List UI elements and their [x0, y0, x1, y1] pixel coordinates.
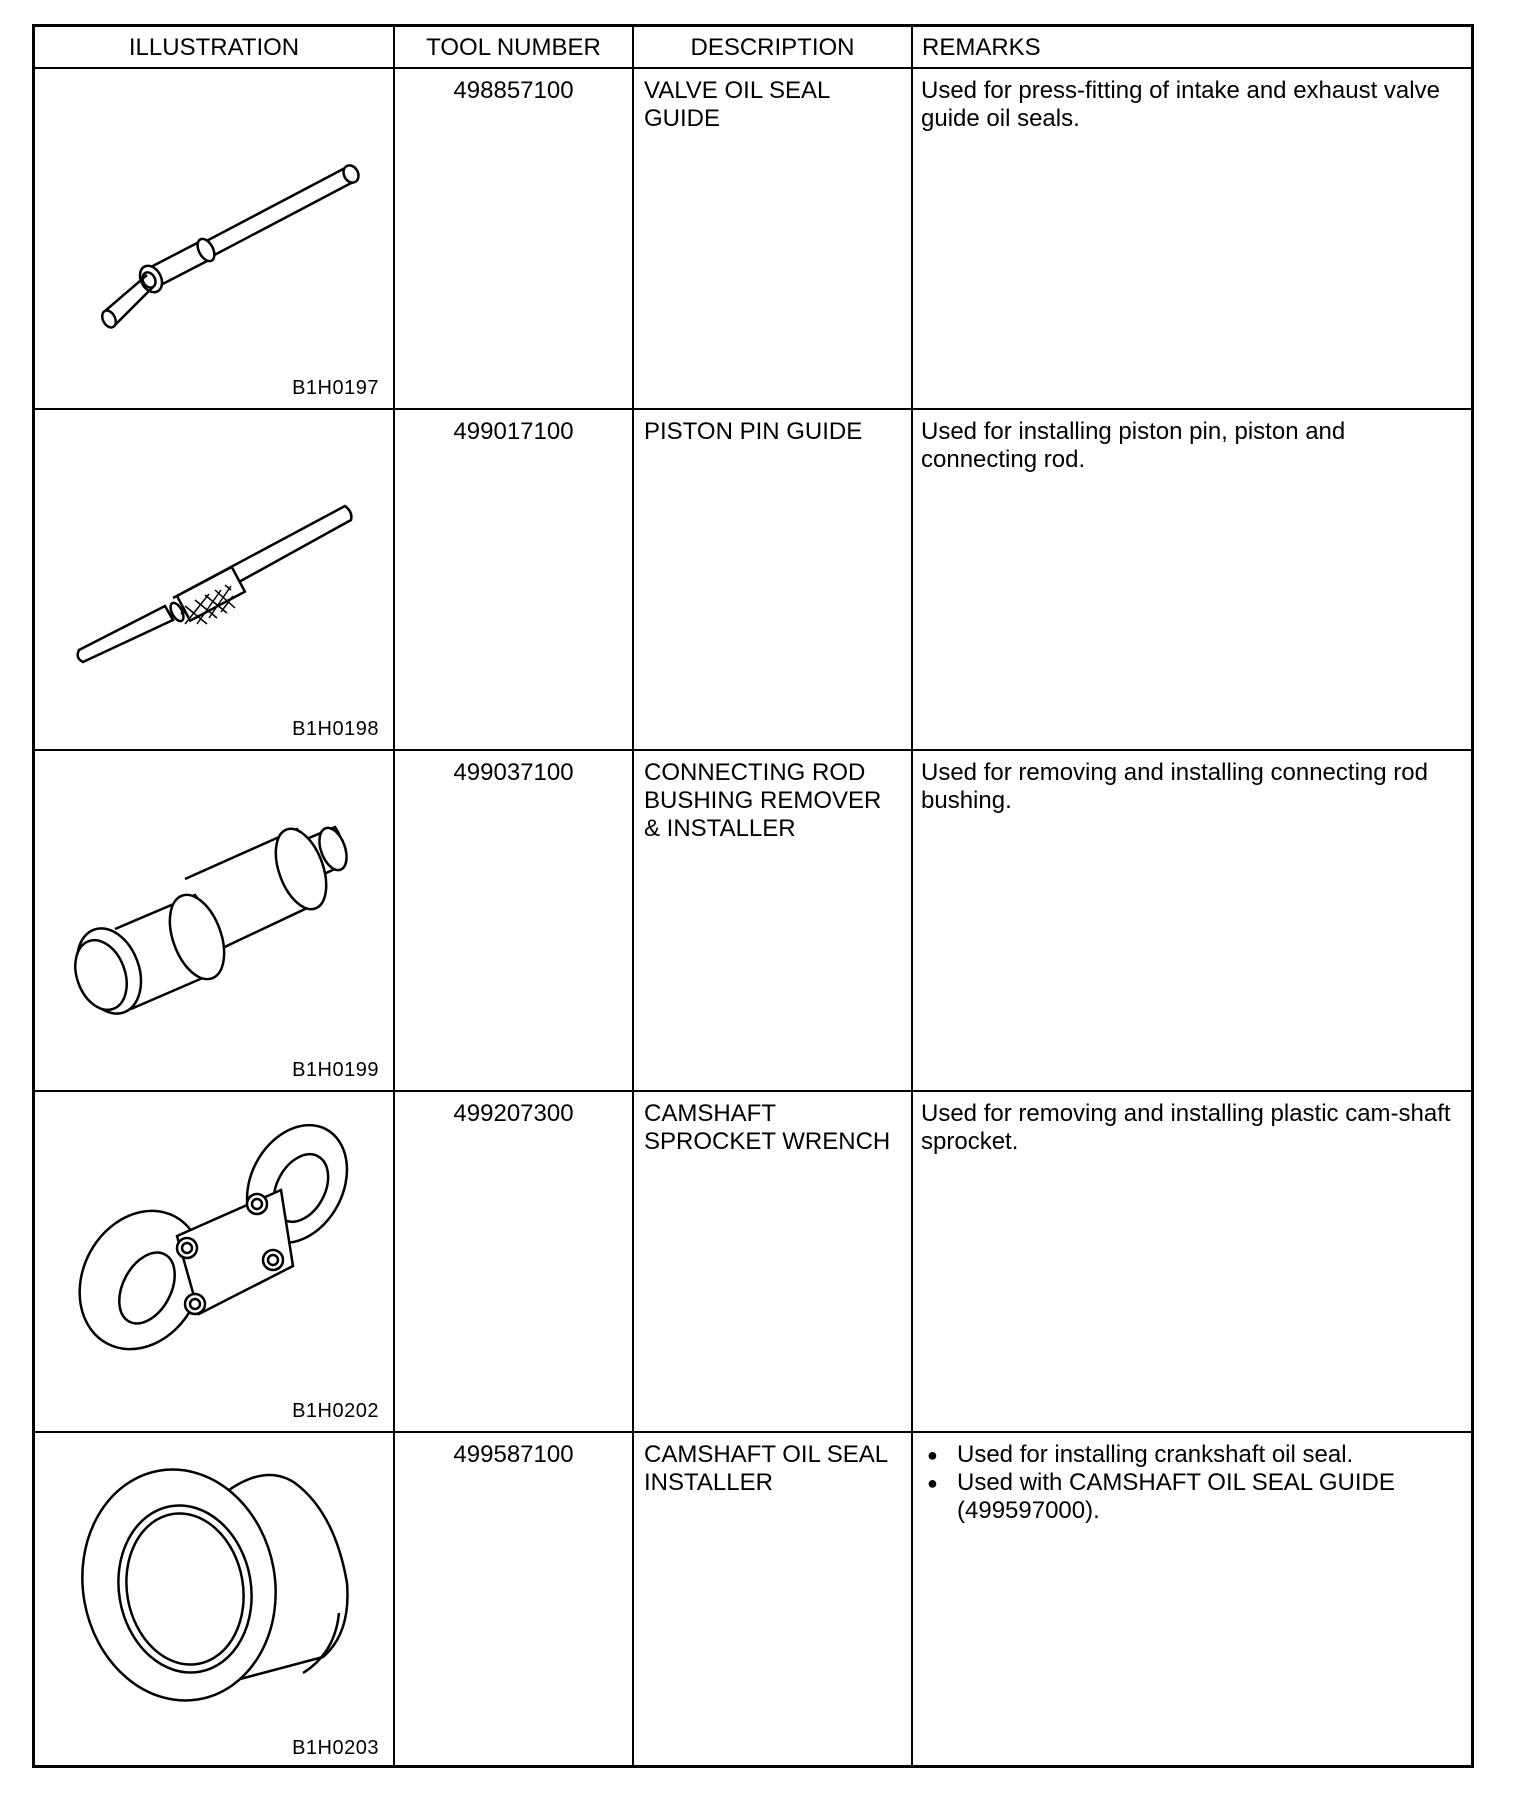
illustration-cell: [35, 751, 393, 1090]
illustration-cell: [35, 410, 393, 749]
tool-description: CAMSHAFT OIL SEAL INSTALLER: [632, 1433, 911, 1768]
sprocket-wrench-icon: [35, 1092, 391, 1431]
oil-seal-installer-icon: [35, 1433, 391, 1766]
table-row: [35, 751, 1471, 1092]
image-code: B1H0202: [292, 1400, 379, 1422]
tool-remarks: Used for press-fitting of intake and exhaust valve guide oil seals.: [911, 69, 1471, 408]
illustration-cell: [35, 1092, 393, 1431]
tool-remarks: Used for removing and installing plastic cam-shaft sprocket.: [911, 1092, 1471, 1431]
image-code: B1H0198: [292, 718, 379, 740]
table-row: [35, 1092, 1471, 1433]
table-header: [35, 27, 1471, 69]
tool-description: CONNECTING ROD BUSHING REMOVER & INSTALLER: [632, 751, 911, 1090]
image-code: B1H0199: [292, 1059, 379, 1081]
tool-description: PISTON PIN GUIDE: [632, 410, 911, 749]
table-row: [35, 69, 1471, 410]
tool-remarks: Used for installing piston pin, piston and connecting rod.: [911, 410, 1471, 749]
valve-oil-seal-guide-icon: [35, 69, 391, 408]
tool-number: 499587100: [393, 1433, 632, 1768]
illustration-cell: [35, 1433, 393, 1768]
bushing-remover-installer-icon: [35, 751, 391, 1090]
table-row: [35, 410, 1471, 751]
image-code: B1H0203: [292, 1737, 379, 1759]
special-tools-table: [32, 24, 1474, 1768]
tool-description: VALVE OIL SEAL GUIDE: [632, 69, 911, 408]
tool-number: 499017100: [393, 410, 632, 749]
header-tool-number: TOOL NUMBER: [393, 27, 632, 67]
tool-remarks: [911, 1433, 1471, 1768]
header-illustration: ILLUSTRATION: [128, 34, 300, 61]
list-item: ● Used with CAMSHAFT OIL SEAL GUIDE (499597000).: [921, 1469, 1461, 1525]
tool-description: CAMSHAFT SPROCKET WRENCH: [632, 1092, 911, 1431]
tool-number: 498857100: [393, 69, 632, 408]
tool-number: 499207300: [393, 1092, 632, 1431]
header-description: DESCRIPTION: [632, 27, 911, 67]
header-remarks: REMARKS: [911, 27, 1471, 67]
tool-remarks: Used for removing and installing connecting rod bushing.: [911, 751, 1471, 1090]
image-code: B1H0197: [292, 377, 379, 399]
piston-pin-guide-icon: [35, 410, 391, 749]
tool-number: 499037100: [393, 751, 632, 1090]
list-item: ● Used for installing crankshaft oil seal.: [921, 1441, 1461, 1469]
illustration-cell: [35, 69, 393, 408]
remarks-list: [921, 1441, 1461, 1525]
table-row: [35, 1433, 1471, 1768]
